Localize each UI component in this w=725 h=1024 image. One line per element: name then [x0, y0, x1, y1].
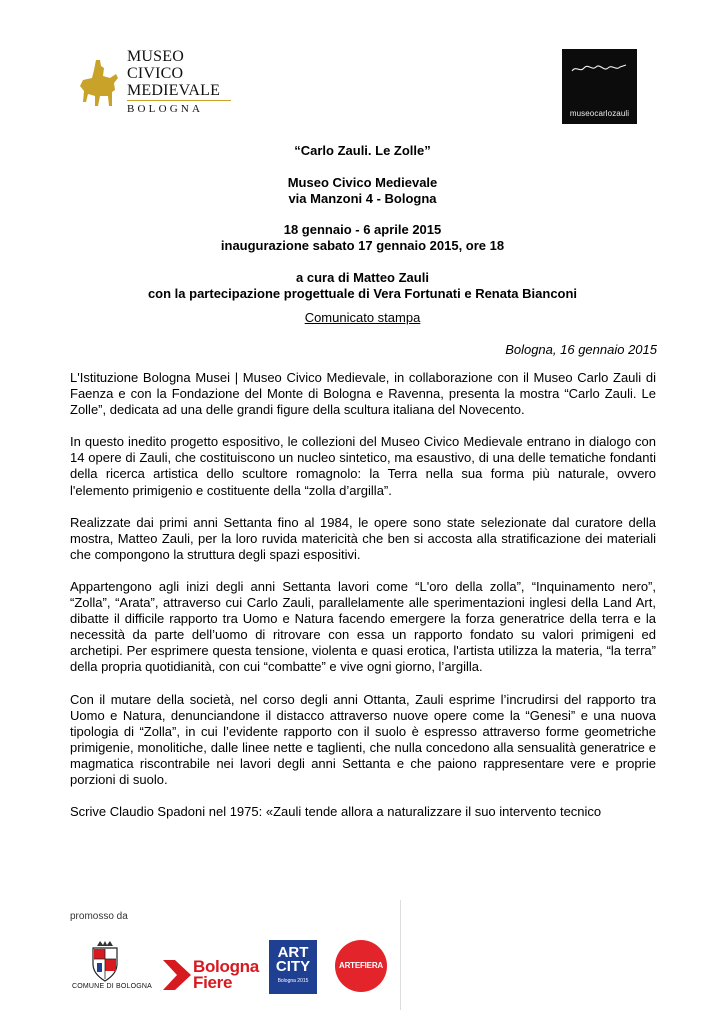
horse-rider-icon: [74, 56, 122, 120]
paragraph-6: Scrive Claudio Spadoni nel 1975: «Zauli tende allora a naturalizzare il suo intervento tecnico: [70, 804, 602, 820]
paragraph-4: Appartengono agli inizi degli anni Settanta lavori come “L'oro della zolla”, “Inquinamento nero”, “Zolla”, “Arata”, attraverso cui Carlo Zauli, parallelamente alle sperimentazioni inglesi della Land Art, dibatte il difficile rapporto tra Uomo e Natura facendo emergere la forza generatrice della terra e la necessità da parte dell’uomo di ritrovare con essa un rapporto fondato su valori primigeni ed archetipi. Per esprimere questa tensione, violenta e quasi erotica, l'artista utilizza la materia, “la terra” della propria quotidianità, con cui “combatte” e vive ogni giorno, l’argilla.: [70, 578, 656, 675]
press-release-text: Comunicato stampa: [304, 310, 421, 325]
paragraph-2: In questo inedito progetto espositivo, le collezioni del Museo Civico Medievale entrano in dialogo con 14 opere di Zauli, che costituiscono un nucleo sintetico, ma esaustivo, di una delle tematiche fondanti della ricerca artistica dello scultore romagnolo: la Terra nella sua forma più naturale, ovvero l'elemento primigenio e costituente della “zolla d’argilla”.: [70, 434, 656, 498]
promoted-by-label: promosso da: [70, 911, 128, 922]
zauli-signature-icon: [570, 59, 628, 79]
opening-info: inaugurazione sabato 17 gennaio 2015, ore 18: [220, 238, 505, 253]
museo-civico-medievale-logo: [74, 48, 224, 122]
footer-divider: [400, 900, 401, 1010]
art-city-line1: ART: [277, 944, 309, 961]
comune-label: COMUNE DI BOLOGNA: [72, 983, 153, 990]
bologna-fiere-logo: [193, 959, 259, 991]
paragraph-1: L'Istituzione Bologna Musei | Museo Civico Medievale, in collaborazione con il Museo Carlo Zauli di Faenza e con la Fondazione del Monte di Bologna e Ravenna, presenta la mostra “Carlo Zauli. Le Zolle”, dedicata ad una delle grandi figure della scultura italiana del Novecento.: [70, 370, 656, 418]
museo-line3: MEDIEVALE: [127, 82, 221, 99]
bologna-fiere-line2: Fiere: [193, 973, 233, 992]
zauli-logo-label: museocarlozauli: [569, 109, 630, 118]
museo-line1: MUSEO: [127, 48, 185, 65]
venue-name: Museo Civico Medievale: [287, 175, 438, 190]
comune-coat-of-arms-icon: [88, 940, 122, 982]
body-text: [70, 370, 656, 836]
museo-city: BOLOGNA: [127, 103, 204, 115]
art-city-line3: Bologna 2015: [277, 978, 309, 984]
participation-line: con la partecipazione progettuale di Vera Fortunati e Renata Bianconi: [147, 286, 578, 301]
museo-logo-text: [127, 48, 220, 115]
exhibition-dates: 18 gennaio - 6 aprile 2015: [283, 222, 442, 237]
art-city-line2: CITY: [275, 958, 311, 975]
curator-line: a cura di Matteo Zauli: [296, 270, 429, 285]
dateline: Bologna, 16 gennaio 2015: [505, 342, 657, 357]
bologna-fiere-line1: Bologna: [193, 957, 259, 976]
bologna-fiere-mark-icon: [163, 960, 191, 990]
museo-carlo-zauli-logo: [562, 49, 637, 124]
art-city-logo: [269, 940, 317, 994]
paragraph-3: Realizzate dai primi anni Settanta fino al 1984, le opere sono state selezionate dal curatore della mostra, Matteo Zauli, per la loro ruvida matericità che ben si accosta alla stratificazione dei materiali che compongono la struttura degli spazi espositivi.: [70, 514, 656, 562]
press-release-label: [0, 310, 725, 325]
artefiera-logo: ARTEFIERA: [335, 940, 387, 992]
museo-logo-rule: [127, 100, 231, 101]
venue-address: via Manzoni 4 - Bologna: [288, 191, 437, 206]
exhibition-title: “Carlo Zauli. Le Zolle”: [294, 143, 431, 158]
paragraph-5: Con il mutare della società, nel corso degli anni Ottanta, Zauli esprime l’incrudirsi del rapporto tra Uomo e Natura, denunciandone il distacco attraverso nuove opere come la “Genesi” e una nuova tipologia di “Zolla”, in cui l’evidente rapporto con il suolo è espresso attraverso forme geometriche primigenie, monolitiche, dalle linee nette e taglienti, che nulla concedono alla sensualità generatrice e magmatica riscontrabile nei lavori degli anni Settanta e che paiono rappresentare vere e proprie porzioni di suolo.: [70, 691, 656, 787]
museo-line2: CIVICO: [127, 65, 184, 82]
